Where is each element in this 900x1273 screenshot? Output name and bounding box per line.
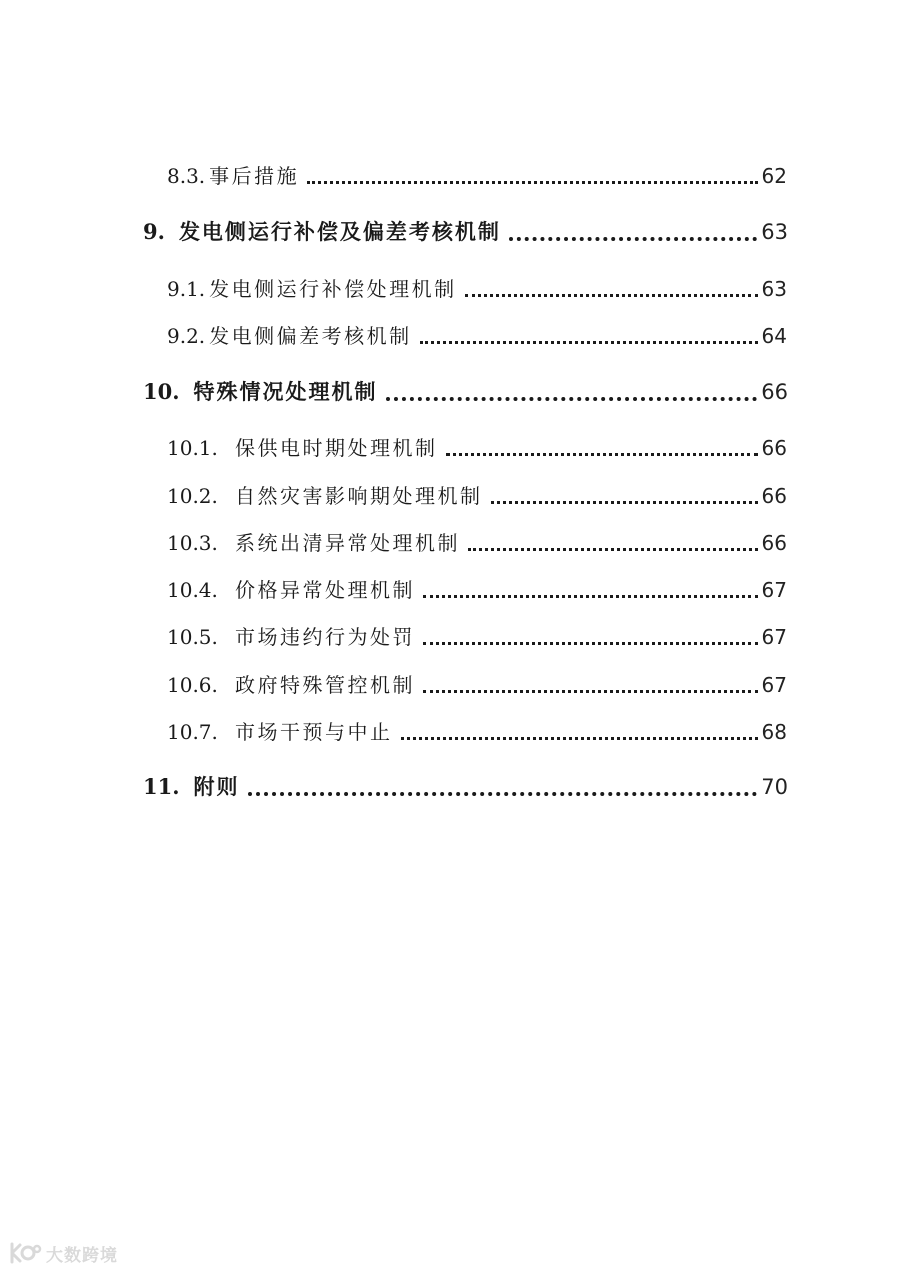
toc-entry-page: 67 <box>761 578 787 602</box>
toc-entry-page: 66 <box>761 380 788 404</box>
brand-logo-icon <box>8 1240 42 1266</box>
toc-entry-title: 系统出清异常处理机制 <box>235 531 460 555</box>
toc-entry-page: 70 <box>761 775 788 799</box>
toc-entry-page: 67 <box>761 673 787 697</box>
toc-entry-number: 10.4. <box>167 578 218 602</box>
toc-entry-title: 价格异常处理机制 <box>235 578 415 602</box>
toc-entry-number: 10.1. <box>167 436 218 460</box>
toc-entry-title: 政府特殊管控机制 <box>235 673 415 697</box>
toc-entry-number: 10.5. <box>167 625 218 649</box>
toc-entry-10-5[interactable] <box>167 621 787 650</box>
dot-leader <box>307 181 757 184</box>
dot-leader <box>423 595 758 598</box>
toc-entry-10-2[interactable] <box>167 480 787 509</box>
toc-entry-8-3[interactable] <box>167 160 787 189</box>
toc-entry-number: 10. <box>143 379 180 404</box>
dot-leader <box>248 792 758 796</box>
toc-entry-10-4[interactable] <box>167 574 787 603</box>
watermark <box>8 1240 118 1266</box>
toc-entry-page: 62 <box>761 164 787 188</box>
toc-entry-9[interactable] <box>143 216 788 246</box>
toc-entry-number: 10.2. <box>167 484 218 508</box>
toc-entry-page: 66 <box>761 531 787 555</box>
toc-entry-page: 63 <box>761 220 788 244</box>
toc-entry-number: 9.1. <box>167 277 206 301</box>
toc-entry-number: 9. <box>143 219 165 244</box>
toc-entry-title: 市场干预与中止 <box>235 720 393 744</box>
toc-entry-page: 67 <box>761 625 787 649</box>
dot-leader <box>509 237 757 241</box>
dot-leader <box>465 294 758 297</box>
toc-entry-page: 68 <box>761 720 787 744</box>
toc-entry-title: 保供电时期处理机制 <box>235 436 438 460</box>
toc-entry-10-6[interactable] <box>167 669 787 698</box>
dot-leader <box>423 690 758 693</box>
dot-leader <box>423 642 758 645</box>
toc-entry-number: 9.2. <box>167 324 206 348</box>
dot-leader <box>420 341 758 344</box>
toc-entry-number: 8.3. <box>167 164 206 188</box>
toc-entry-page: 63 <box>761 277 787 301</box>
toc-entry-title: 附则 <box>193 774 240 799</box>
toc-entry-title: 事后措施 <box>209 164 300 188</box>
dot-leader <box>468 548 758 551</box>
toc-entry-number: 10.6. <box>167 673 218 697</box>
toc-entry-title: 发电侧运行补偿及偏差考核机制 <box>178 219 501 244</box>
toc-entry-9-1[interactable] <box>167 273 787 302</box>
toc-entry-number: 10.3. <box>167 531 218 555</box>
toc-entry-page: 66 <box>761 484 787 508</box>
toc-entry-number: 10.7. <box>167 720 218 744</box>
toc-entry-page: 64 <box>761 324 787 348</box>
toc-entry-title: 发电侧运行补偿处理机制 <box>209 277 457 301</box>
toc-entry-page: 66 <box>761 436 787 460</box>
toc-entry-10-7[interactable] <box>167 716 787 745</box>
toc-entry-9-2[interactable] <box>167 320 787 349</box>
watermark-text: 大数跨境 <box>46 1245 118 1266</box>
toc-entry-10-3[interactable] <box>167 527 787 556</box>
toc-entry-10-1[interactable] <box>167 432 787 461</box>
dot-leader <box>491 501 758 504</box>
toc-entry-title: 发电侧偏差考核机制 <box>209 324 412 348</box>
dot-leader <box>401 737 758 740</box>
toc-entry-title: 市场违约行为处罚 <box>235 625 415 649</box>
toc-entry-title: 特殊情况处理机制 <box>193 379 378 404</box>
toc-entry-number: 11. <box>143 774 180 799</box>
dot-leader <box>386 397 758 401</box>
dot-leader <box>446 453 758 456</box>
toc-entry-10[interactable] <box>143 376 788 406</box>
toc-entry-11[interactable] <box>143 771 788 801</box>
toc-entry-title: 自然灾害影响期处理机制 <box>235 484 483 508</box>
